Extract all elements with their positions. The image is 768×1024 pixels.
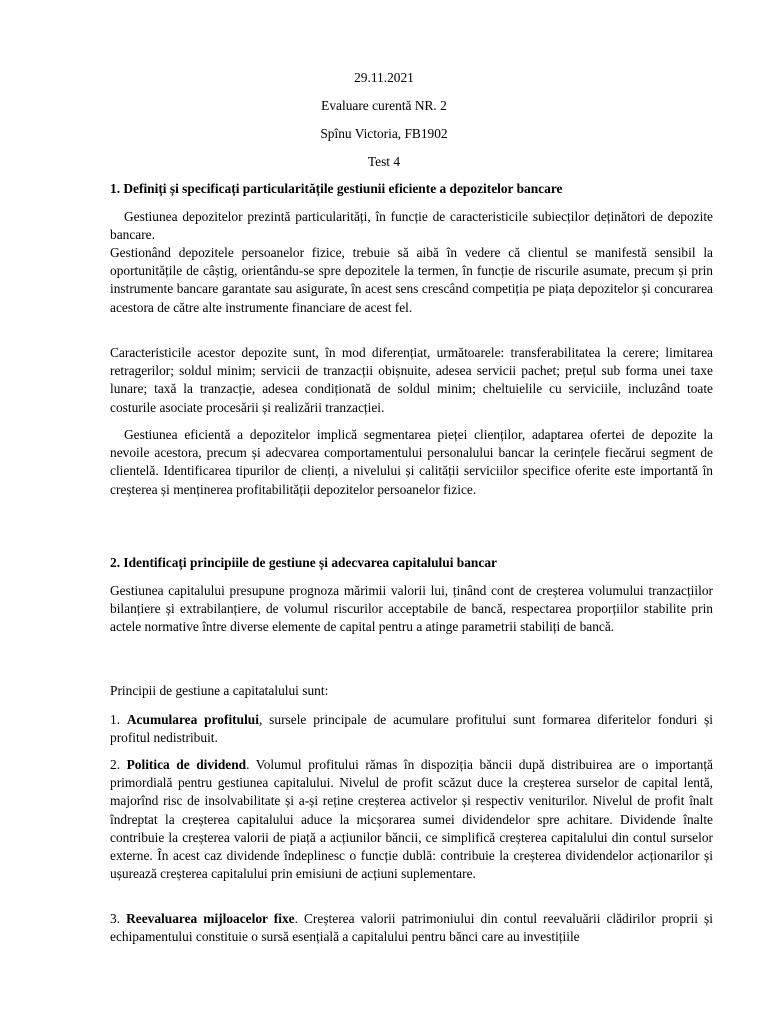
principles-intro: Principii de gestiune a capitatalului sunt: [110,683,329,698]
principle-item-2 [110,756,713,883]
section-1-paragraph-4: Gestiunea eficientă a depozitelor implică segmentarea pieței clienților, adaptarea ofertei de depozite la nevoile acestora, precum și adecvarea comportamentului personalului bancar la cerințele fiecărui segment de clientelă. Identificarea tipurilor de clienți, a nivelului și calității serviciilor specifice oferite este importantă în creșterea și menținerea profitabilității depozitelor persoanelor fizice. [110,427,713,497]
item-title: Reevaluarea mijloacelor fixe [126,911,295,926]
section-1-paragraph-2: Gestionând depozitele persoanelor fizice, trebuie să aibă în vedere că clientul se manifestă sensibil la oportunitățile de câștig, orientându-se spre depozitele la termen, în funcție de riscurile asumate, precum și prin instrumente bancare garantate sau asigurate, în acest sens crescând competiția pe piața depozitelor și concurarea acestora de către alte instrumente financiare de acest fel. [110,245,713,315]
principle-item-1 [110,711,713,747]
item-title: Acumularea profitului [126,712,259,727]
section-1-paragraph-3: Caracteristicile acestor depozite sunt, în mod diferențiat, următoarele: transferabilitatea la cerere; limitarea retragerilor; soldul minim; servicii de tranzacții obișnuite, adesea servicii pachet; prețul sub forma unei taxe lunare; taxă la tranzacție, adesea condiționată de soldul minim; cheltuielile cu serviciile, incluzând toate costurile asociate procesării și realizării tranzacției. [110,345,713,415]
item-text: , sursele principale de acumulare profitului sunt formarea diferitelor fonduri și profitul nedistribuit. [110,712,713,746]
evaluation-title: Evaluare curentă NR. 2 [321,98,447,113]
item-text: . Volumul profitului rămas în dispoziția băncii după distribuirea are o importanță primordială pentru gestiunea capitalului. Nivelul de profit scăzut duce la creșterea surselor de capital lentă, majorînd risc de insolvabilitate și a-și reține creșterea activelor și respectiv veniturilor. Nivelul de profit înalt îndreptat la creșterea capitalului aduce la micșorarea sumei dividendelor spre achitare. Dividende înalte contribuie la creșterea valorii de piață a acțiunilor băncii, ce simplifică creșterea capitalului din contul surselor externe. În acest caz dividende îndeplinesc o funcție dublă: contribuie la creșterea dividendelor acționarilor și ușurează creșterea capitalului prin emisiuni de acțiuni suplementare. [110,757,713,882]
author-line: Spînu Victoria, FB1902 [320,126,448,141]
section-1-heading: 1. Definiți și specificați particularitățile gestiunii eficiente a depozitelor bancare [110,181,563,196]
test-number: Test 4 [367,154,401,169]
item-title: Politica de dividend [126,757,247,772]
item-number: 1. [110,712,127,727]
item-text: . Creșterea valorii patrimoniului din contul reevaluării clădirilor proprii și echipamentului constituie o sursă esențială a capitalului pentru bănci care au investițiile [110,911,713,945]
section-2-heading: 2. Identificați principiile de gestiune și adecvarea capitalului bancar [110,555,497,570]
item-number: 3. [110,911,127,926]
item-number: 2. [110,757,127,772]
document-date: 29.11.2021 [354,70,414,85]
principle-item-3 [110,910,713,946]
section-2-paragraph-1: Gestiunea capitalului presupune prognoza mărimii valorii lui, ținând cont de creșterea volumului tranzacțiilor bilanțiere și extrabilanțiere, de volumul riscurilor acceptabile de bancă, respectarea proporțiilor stabilite prin actele normative între diverse elemente de capital pentru a atinge parametrii stabiliți de bancă. [110,583,713,635]
section-1-paragraph-1: Gestiunea depozitelor prezintă particularități, în funcție de caracteristicile subiecților deținători de depozite bancare. [110,209,713,243]
